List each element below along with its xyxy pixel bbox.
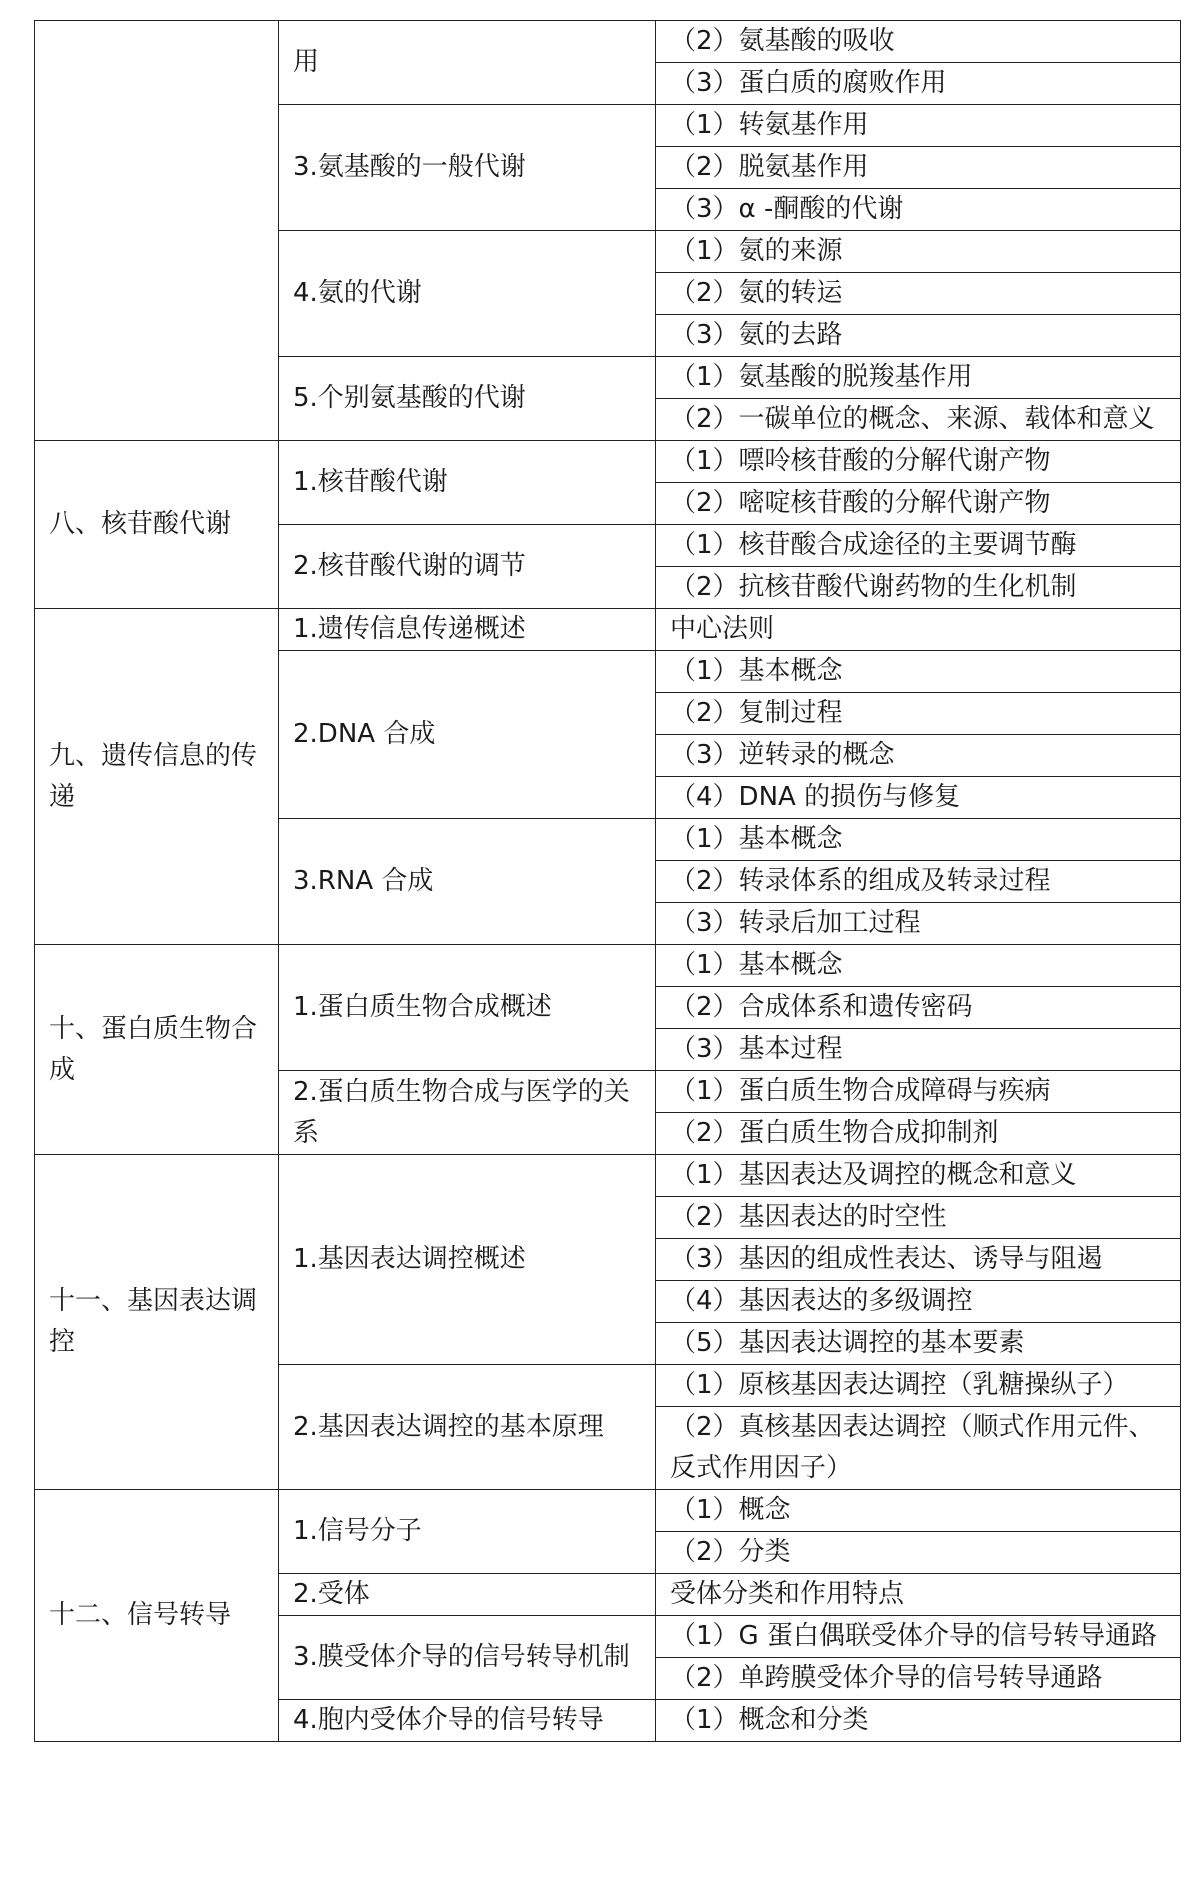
topic-cell: 2.蛋白质生物合成与医学的关系 bbox=[279, 1071, 656, 1155]
section-cell: 九、遗传信息的传递 bbox=[35, 609, 279, 945]
topic-cell: 2.受体 bbox=[279, 1574, 656, 1616]
table-row bbox=[35, 1155, 1181, 1197]
table-row bbox=[35, 21, 1181, 63]
item-cell: （3）α -酮酸的代谢 bbox=[656, 189, 1181, 231]
syllabus-document bbox=[34, 20, 1181, 1742]
item-cell: （1）基本概念 bbox=[656, 945, 1181, 987]
topic-cell: 4.氨的代谢 bbox=[279, 231, 656, 357]
topic-cell: 5.个别氨基酸的代谢 bbox=[279, 357, 656, 441]
topic-cell: 3.氨基酸的一般代谢 bbox=[279, 105, 656, 231]
table-row bbox=[35, 441, 1181, 483]
item-cell: （4）基因表达的多级调控 bbox=[656, 1281, 1181, 1323]
item-cell: （1）蛋白质生物合成障碍与疾病 bbox=[656, 1071, 1181, 1113]
topic-cell: 1.蛋白质生物合成概述 bbox=[279, 945, 656, 1071]
item-cell: （2）蛋白质生物合成抑制剂 bbox=[656, 1113, 1181, 1155]
topic-cell: 3.膜受体介导的信号转导机制 bbox=[279, 1616, 656, 1700]
topic-cell: 4.胞内受体介导的信号转导 bbox=[279, 1700, 656, 1742]
item-cell: （2）一碳单位的概念、来源、载体和意义 bbox=[656, 399, 1181, 441]
item-cell: （2）单跨膜受体介导的信号转导通路 bbox=[656, 1658, 1181, 1700]
item-cell: （2）嘧啶核苷酸的分解代谢产物 bbox=[656, 483, 1181, 525]
item-cell: （1）氨基酸的脱羧基作用 bbox=[656, 357, 1181, 399]
item-cell: （1）基本概念 bbox=[656, 819, 1181, 861]
section-cell: 十、蛋白质生物合成 bbox=[35, 945, 279, 1155]
section-cell: 八、核苷酸代谢 bbox=[35, 441, 279, 609]
item-cell: （2）真核基因表达调控（顺式作用元件、反式作用因子） bbox=[656, 1407, 1181, 1490]
topic-cell: 2.核苷酸代谢的调节 bbox=[279, 525, 656, 609]
item-cell: （3）蛋白质的腐败作用 bbox=[656, 63, 1181, 105]
topic-cell: 用 bbox=[279, 21, 656, 105]
topic-cell: 2.基因表达调控的基本原理 bbox=[279, 1365, 656, 1490]
item-cell: （1）概念和分类 bbox=[656, 1700, 1181, 1742]
item-cell: （5）基因表达调控的基本要素 bbox=[656, 1323, 1181, 1365]
item-cell: （2）复制过程 bbox=[656, 693, 1181, 735]
item-cell: （2）合成体系和遗传密码 bbox=[656, 987, 1181, 1029]
section-cell: 十二、信号转导 bbox=[35, 1490, 279, 1742]
item-cell: （2）基因表达的时空性 bbox=[656, 1197, 1181, 1239]
item-cell: 受体分类和作用特点 bbox=[656, 1574, 1181, 1616]
item-cell: （1）核苷酸合成途径的主要调节酶 bbox=[656, 525, 1181, 567]
item-cell: （1）原核基因表达调控（乳糖操纵子） bbox=[656, 1365, 1181, 1407]
item-cell: （2）抗核苷酸代谢药物的生化机制 bbox=[656, 567, 1181, 609]
item-cell: 中心法则 bbox=[656, 609, 1181, 651]
syllabus-table bbox=[34, 20, 1181, 1742]
topic-cell: 1.信号分子 bbox=[279, 1490, 656, 1574]
topic-cell: 1.基因表达调控概述 bbox=[279, 1155, 656, 1365]
item-cell: （1）氨的来源 bbox=[656, 231, 1181, 273]
item-cell: （1）概念 bbox=[656, 1490, 1181, 1532]
item-cell: （1）转氨基作用 bbox=[656, 105, 1181, 147]
topic-cell: 2.DNA 合成 bbox=[279, 651, 656, 819]
topic-cell: 3.RNA 合成 bbox=[279, 819, 656, 945]
item-cell: （2）分类 bbox=[656, 1532, 1181, 1574]
item-cell: （3）转录后加工过程 bbox=[656, 903, 1181, 945]
item-cell: （2）脱氨基作用 bbox=[656, 147, 1181, 189]
item-cell: （4）DNA 的损伤与修复 bbox=[656, 777, 1181, 819]
item-cell: （3）基本过程 bbox=[656, 1029, 1181, 1071]
item-cell: （1）G 蛋白偶联受体介导的信号转导通路 bbox=[656, 1616, 1181, 1658]
item-cell: （1）基因表达及调控的概念和意义 bbox=[656, 1155, 1181, 1197]
topic-cell: 1.遗传信息传递概述 bbox=[279, 609, 656, 651]
table-row bbox=[35, 945, 1181, 987]
item-cell: （1）基本概念 bbox=[656, 651, 1181, 693]
item-cell: （3）氨的去路 bbox=[656, 315, 1181, 357]
item-cell: （1）嘌呤核苷酸的分解代谢产物 bbox=[656, 441, 1181, 483]
item-cell: （3）基因的组成性表达、诱导与阻遏 bbox=[656, 1239, 1181, 1281]
item-cell: （2）氨基酸的吸收 bbox=[656, 21, 1181, 63]
item-cell: （2）氨的转运 bbox=[656, 273, 1181, 315]
section-cell bbox=[35, 21, 279, 441]
table-row bbox=[35, 609, 1181, 651]
section-cell: 十一、基因表达调控 bbox=[35, 1155, 279, 1490]
item-cell: （2）转录体系的组成及转录过程 bbox=[656, 861, 1181, 903]
table-row bbox=[35, 1490, 1181, 1532]
topic-cell: 1.核苷酸代谢 bbox=[279, 441, 656, 525]
item-cell: （3）逆转录的概念 bbox=[656, 735, 1181, 777]
